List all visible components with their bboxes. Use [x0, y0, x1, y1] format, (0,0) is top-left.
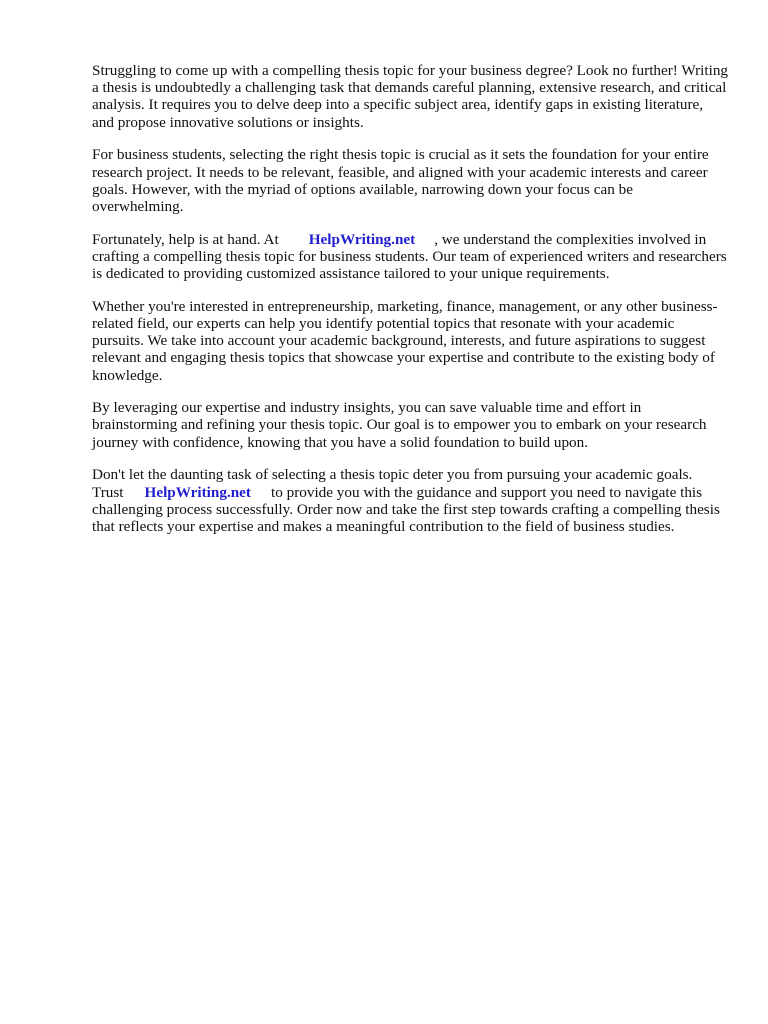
paragraph-help-rest: , we understand the complexities involved in crafting a compelling thesis topic for business students. Our team of experienced writers and researchers is dedicated to providing customized assistance tailored to your unique requirements.: [92, 230, 727, 283]
paragraph-closing: [92, 466, 728, 535]
paragraph-closing-rest: to provide you with the guidance and support you need to navigate this challenging process successfully. Order now and take the first step towards crafting a compelling thesis that reflects your expertise and makes a meaningful contribution to the field of business studies.: [92, 483, 720, 535]
paragraph-intro: Struggling to come up with a compelling thesis topic for your business degree? Look no further! Writing a thesis is undoubtedly a challenging task that demands careful planning, extensive research, and critical analysis. It requires you to delve deep into a specific subject area, identify gaps in existing literature, and propose innovative solutions or insights.: [92, 62, 729, 131]
paragraph-topic-importance: For business students, selecting the right thesis topic is crucial as it sets the foundation for your entire research project. It needs to be relevant, feasible, and aligned with your academic interests and career goals. However, with the myriad of options available, narrowing down your focus can be overwhelming.: [92, 146, 709, 215]
paragraph-expertise: By leveraging our expertise and industry insights, you can save valuable time and effort in brainstorming and refining your thesis topic. Our goal is to empower you to embark on your research journey with confidence, knowing that you have a solid foundation to build upon.: [92, 399, 707, 451]
helpwriting-link-closing[interactable]: HelpWriting.net: [144, 483, 251, 501]
helpwriting-link[interactable]: HelpWriting.net: [308, 230, 416, 248]
paragraph-fields: Whether you're interested in entrepreneurship, marketing, finance, management, or any other business-related field, our experts can help you identify potential topics that resonate with your academic pursuits. We take into account your academic background, interests, and future aspirations to suggest relevant and engaging thesis topics that showcase your expertise and contribute to the existing body of knowledge.: [92, 297, 718, 384]
paragraph-closing-lead: Don't let the daunting task of selecting a thesis topic deter you from pursuing your academic goals. Trust: [92, 466, 693, 501]
paragraph-help: [92, 231, 728, 283]
paragraph-help-lead: Fortunately, help is at hand. At: [92, 230, 279, 248]
